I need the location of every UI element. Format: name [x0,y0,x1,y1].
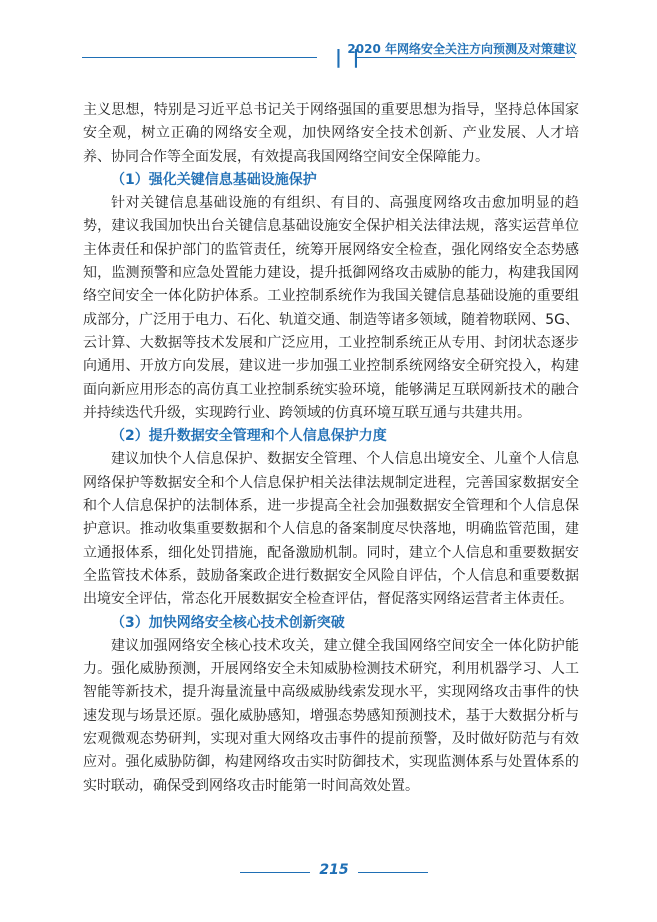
page-number: 215 [319,862,349,878]
section-heading-3: （3）加快网络安全核心技术创新突破 [111,614,345,631]
footer-rule-left [240,872,310,873]
header-bars-decoration: | | [335,46,362,68]
footer-rule-right [358,872,428,873]
section-body-1: 针对关键信息基础设施的有组织、有目的、高强度网络攻击愈加明显的趋势，建议我国加快出台关键信息基础设施安全保护相关法律法规，落实运营单位主体责任和保护部门的监管责任，统筹开展网络安全检查，强化网络安全态势感知，监测预警和应急处置能力建设，提升抵御网络攻击威胁的能力，构建我国网络空间安全一体化防护体系。工业控制系统作为我国关键信息基础设施的重要组成部分，广泛用于电力、石化、轨道交通、制造等诸多领域，随着物联网、5G、云计算、大数据等技术发展和广泛应用，工业控制系统正从专用、封闭状态逐步向通用、开放方向发展，建议进一步加强工业控制系统网络安全研究投入，构建面向新应用形态的高仿真工业控制系统实验环境，能够满足互联网新技术的融合并持续迭代升级，实现跨行业、跨领域的仿真环境互联互通与共建共用。 [83,195,579,421]
running-header-title: 2020 年网络安全关注方向预测及对策建议 [347,42,577,56]
page-body [83,99,579,798]
header-rule-left [82,57,317,58]
header-rule-right [355,57,575,58]
intro-paragraph: 主义思想，特别是习近平总书记关于网络强国的重要思想为指导，坚持总体国家安全观，树立正确的网络安全观，加快网络安全技术创新、产业发展、人才培养、协同合作等全面发展，有效提高我国网络空间安全保障能力。 [83,102,579,165]
section-body-3: 建议加强网络安全核心技术攻关，建立健全我国网络空间安全一体化防护能力。强化威胁预测，开展网络安全未知威胁检测技术研究，利用机器学习、人工智能等新技术，提升海量流量中高级威胁线索发现水平，实现网络攻击事件的快速发现与场景还原。强化威胁感知，增强态势感知预测技术，基于大数据分析与宏观微观态势研判，实现对重大网络攻击事件的提前预警，及时做好防范与有效应对。强化威胁防御，构建网络攻击实时防御技术，实现监测体系与处置体系的实时联动，确保受到网络攻击时能第一时间高效处置。 [83,637,579,794]
section-heading-1: （1）强化关键信息基础设施保护 [111,171,317,188]
section-heading-2: （2）提升数据安全管理和个人信息保护力度 [111,428,387,445]
section-body-2: 建议加快个人信息保护、数据安全管理、个人信息出境安全、儿童个人信息网络保护等数据安全和个人信息保护相关法律法规制定进程，完善国家数据安全和个人信息保护的法制体系，进一步提高全社会加强数据安全管理和个人信息保护意识。推动收集重要数据和个人信息的备案制度尽快落地，明确监管范围，建立通报体系，细化处罚措施，配备激励机制。同时，建立个人信息和重要数据安全监管技术体系，鼓励备案政企进行数据安全风险自评估，个人信息和重要数据出境安全评估，常态化开展数据安全检查评估，督促落实网络运营者主体责任。 [83,451,579,608]
page-footer [0,862,657,882]
